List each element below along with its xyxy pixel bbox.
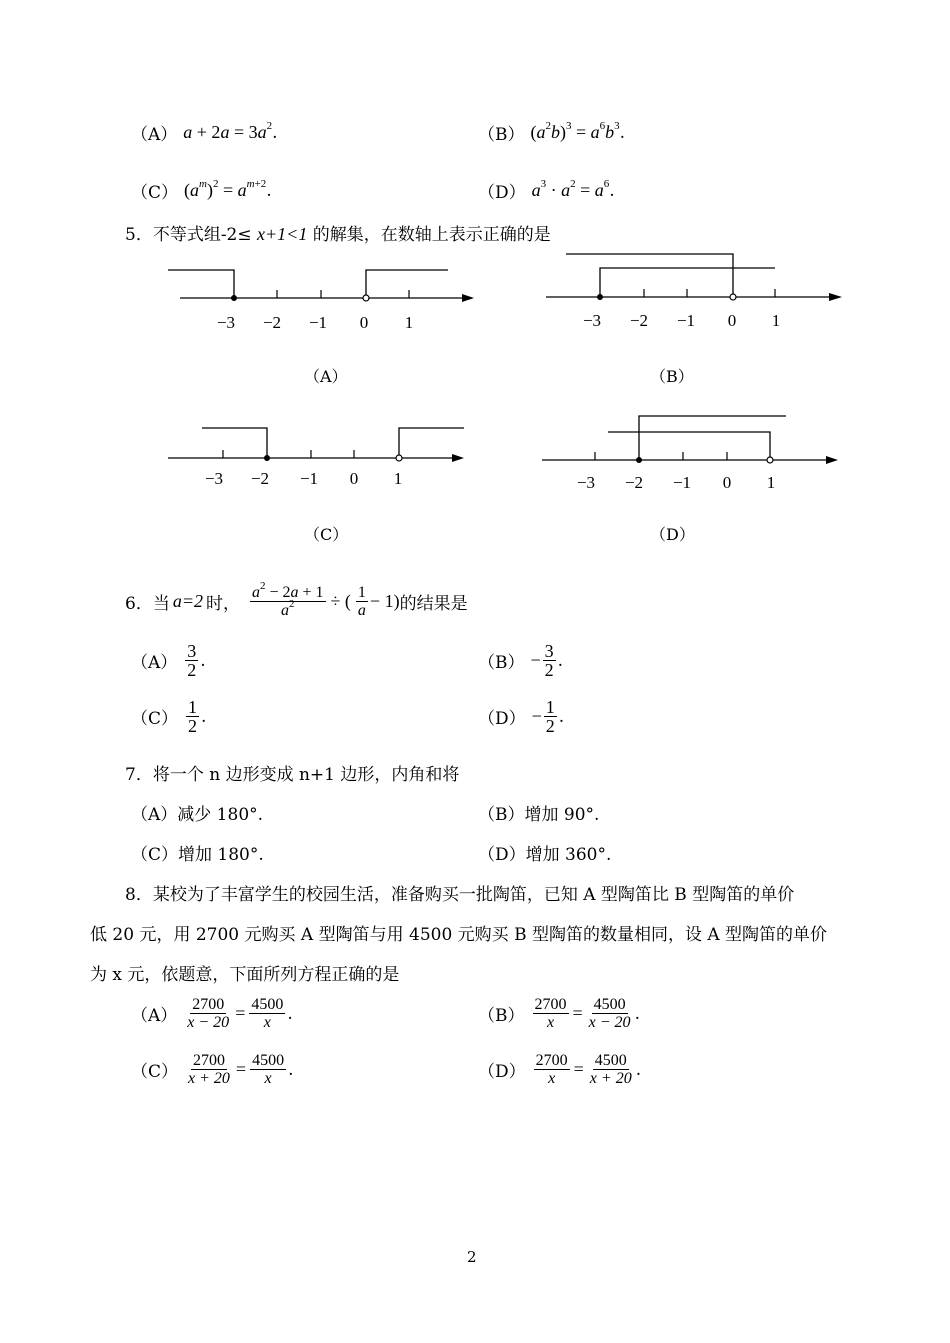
tick-label: 1 (766, 473, 776, 492)
q6-option-c: （C） $\frac{1}{2}$ . (131, 697, 207, 736)
tick-label: 0 (359, 313, 369, 332)
q4-a-expression: $a + 2a = 3a^2$ (183, 120, 273, 142)
q4-option-a: （A） $a + 2a = 3a^2$ . (131, 120, 278, 145)
q4-b-expression: $(a^2b)^3 = a^6b^3$ (530, 120, 620, 142)
tick-label: −2 (250, 469, 270, 488)
tick-label: 0 (722, 473, 732, 492)
q4-d-expression: $a^3 \cdot a^2 = a^6$ (531, 178, 610, 200)
tick-label: −1 (672, 473, 692, 492)
q8-stem-line-3: 为 x 元，依题意，下面所列方程正确的是 (90, 965, 400, 985)
tick-label: 1 (771, 311, 781, 330)
option-label: （B） (478, 125, 525, 145)
q7-option-c: （C）增加 180°. (131, 845, 264, 865)
q4-option-c: （C） $(a^m)^2 = a^{m+2}$ . (131, 178, 272, 203)
q8-option-c: （C） $\frac{2700}{x + 20}$ = $\frac{4500}{x}$ . (131, 1052, 294, 1087)
q6-option-b: （B） − $\frac{3}{2}$ . (478, 641, 564, 680)
q6-stem: 6．当 a=2 时， $\frac{a^2 - 2a + 1}{a^2}$ ÷ ( $\frac{1}{a}$ − 1) 的结果是 (125, 579, 468, 619)
tick-label: 1 (393, 469, 403, 488)
number-line-b (540, 248, 850, 338)
q8-stem-line-2: 低 20 元，用 2700 元购买 A 型陶笛与用 4500 元购买 B 型陶笛的数量相同，设 A 型陶笛的单价 (90, 925, 828, 945)
page-number: 2 (467, 1248, 477, 1266)
caption-a: （A） (304, 367, 348, 386)
q4-option-b: （B） $(a^2b)^3 = a^6b^3$ . (478, 120, 626, 145)
number-line-c (160, 420, 480, 495)
q6-option-a: （A） $\frac{3}{2}$ . (131, 641, 206, 680)
q4-c-expression: $(a^m)^2 = a^{m+2}$ (184, 178, 267, 200)
tick-label: −3 (204, 469, 224, 488)
q8-option-a: （A） $\frac{2700}{x - 20}$ = $\frac{4500}{x}$ . (131, 996, 293, 1031)
q6-option-d: （D） − $\frac{1}{2}$ . (478, 697, 565, 736)
tick-label: −3 (576, 473, 596, 492)
q8-stem-line-1: 8．某校为了丰富学生的校园生活，准备购买一批陶笛，已知 A 型陶笛比 B 型陶笛的单价 (125, 885, 795, 905)
tick-label: −2 (629, 311, 649, 330)
tick-label: −3 (216, 313, 236, 332)
caption-c: （C） (304, 525, 349, 544)
number-line-a (160, 262, 490, 342)
tick-label: −2 (262, 313, 282, 332)
tick-label: −1 (299, 469, 319, 488)
option-label: （A） (131, 125, 178, 145)
tick-label: 0 (727, 311, 737, 330)
q7-option-d: （D）增加 360°. (478, 845, 612, 865)
caption-b: （B） (650, 367, 694, 386)
caption-d: （D） (650, 525, 695, 544)
q6-expression: $\frac{a^2 - 2a + 1}{a^2}$ ÷ ( $\frac{1}{a}$ − 1) (251, 579, 400, 619)
q7-option-b: （B）增加 90°. (478, 805, 600, 825)
tick-label: −3 (582, 311, 602, 330)
tick-label: 1 (404, 313, 414, 332)
option-label: （C） (131, 183, 179, 203)
number-line-d (538, 410, 848, 495)
q5-stem: 5．不等式组-2≤ x+1<1 的解集，在数轴上表示正确的是 (125, 224, 551, 245)
q7-option-a: （A）减少 180°. (131, 805, 264, 825)
q4-option-d: （D） $a^3 \cdot a^2 = a^6$ . (478, 178, 615, 203)
tick-label: −2 (624, 473, 644, 492)
q8-option-d: （D） $\frac{2700}{x}$ = $\frac{4500}{x + 20}$ . (478, 1052, 642, 1087)
option-label: （D） (478, 183, 526, 203)
tick-label: −1 (676, 311, 696, 330)
tick-label: −1 (308, 313, 328, 332)
q7-stem: 7．将一个 n 边形变成 n+1 边形，内角和将 (125, 765, 460, 785)
q8-option-b: （B） $\frac{2700}{x}$ = $\frac{4500}{x - 20}$ . (478, 996, 640, 1031)
tick-label: 0 (349, 469, 359, 488)
